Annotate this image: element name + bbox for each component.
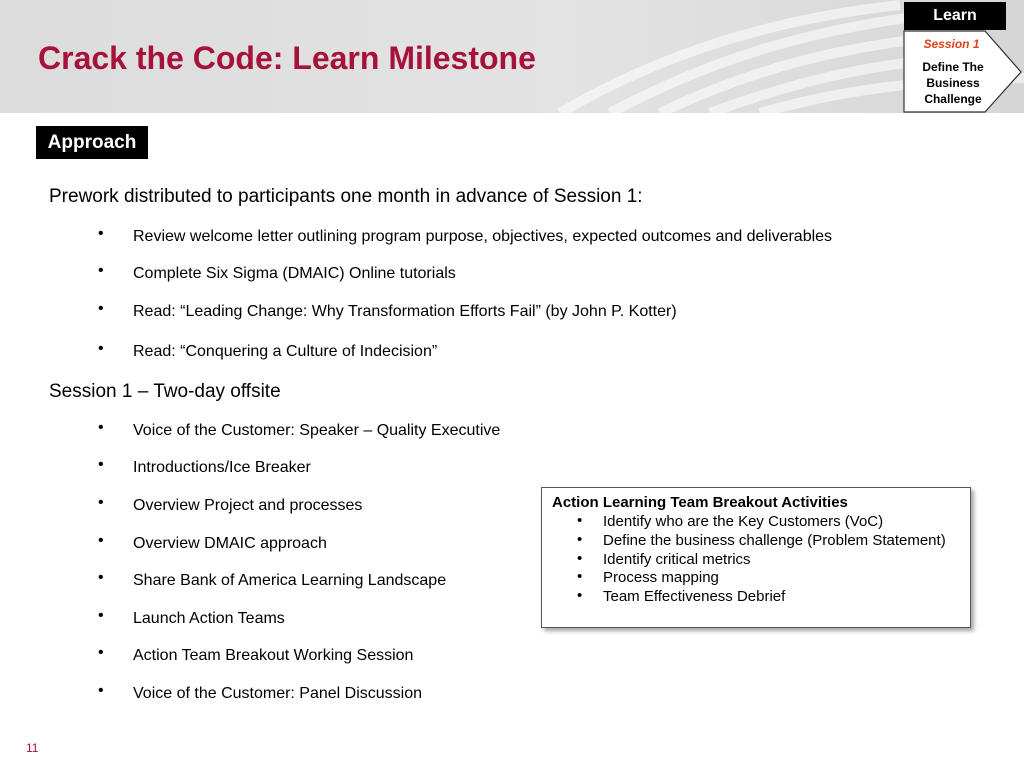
list-item-text: Introductions/Ice Breaker — [133, 459, 311, 476]
list-item-text: Identify critical metrics — [603, 551, 751, 568]
list-item-text: Define the business challenge (Problem Statement) — [603, 532, 946, 549]
list-item-text: Team Effectiveness Debrief — [603, 588, 786, 605]
page-number: 11 — [26, 741, 39, 755]
session-description — [904, 59, 1002, 107]
session-label: Session 1 — [923, 37, 980, 51]
breakout-activities-box: Action Learning Team Breakout Activities • Identify who are the Key Customers (VoC) • Define the business challenge (Problem Statement) • Identify critical metrics • Process mapping • Team Effectiveness Debrief — [541, 487, 971, 628]
header-band — [0, 0, 1024, 113]
prework-heading: Prework distributed to participants one month in advance of Session 1: — [49, 186, 643, 207]
session-desc-line: Business — [926, 76, 980, 90]
list-item-text: Overview Project and processes — [133, 497, 363, 514]
approach-label: Approach — [36, 126, 148, 159]
list-item-text: Launch Action Teams — [133, 610, 285, 627]
session-desc-line: Define The — [922, 60, 984, 74]
session1-heading: Session 1 – Two-day offsite — [49, 381, 281, 402]
list-item-text: Voice of the Customer: Panel Discussion — [133, 685, 423, 702]
list-item-text: Overview DMAIC approach — [133, 535, 327, 552]
list-item-text: Read: “Conquering a Culture of Indecision” — [133, 343, 438, 360]
list-item-text: Review welcome letter outlining program purpose, objectives, expected outcomes and deliverables — [133, 228, 833, 245]
list-item-text: Action Team Breakout Working Session — [133, 647, 414, 664]
session-desc-line: Challenge — [924, 92, 982, 106]
list-item-text: Share Bank of America Learning Landscape — [133, 572, 447, 589]
phase-badge: Learn — [904, 2, 1006, 30]
list-item-text: Read: “Leading Change: Why Transformation Efforts Fail” (by John P. Kotter) — [133, 303, 677, 320]
breakout-title: Action Learning Team Breakout Activities — [552, 494, 848, 511]
list-item-text: Complete Six Sigma (DMAIC) Online tutorials — [133, 265, 456, 282]
list-item-text: Identify who are the Key Customers (VoC) — [603, 513, 884, 530]
page-title: Crack the Code: Learn Milestone — [38, 40, 536, 76]
list-item-text: Voice of the Customer: Speaker – Quality Executive — [133, 422, 501, 439]
list-item-text: Process mapping — [603, 569, 719, 586]
